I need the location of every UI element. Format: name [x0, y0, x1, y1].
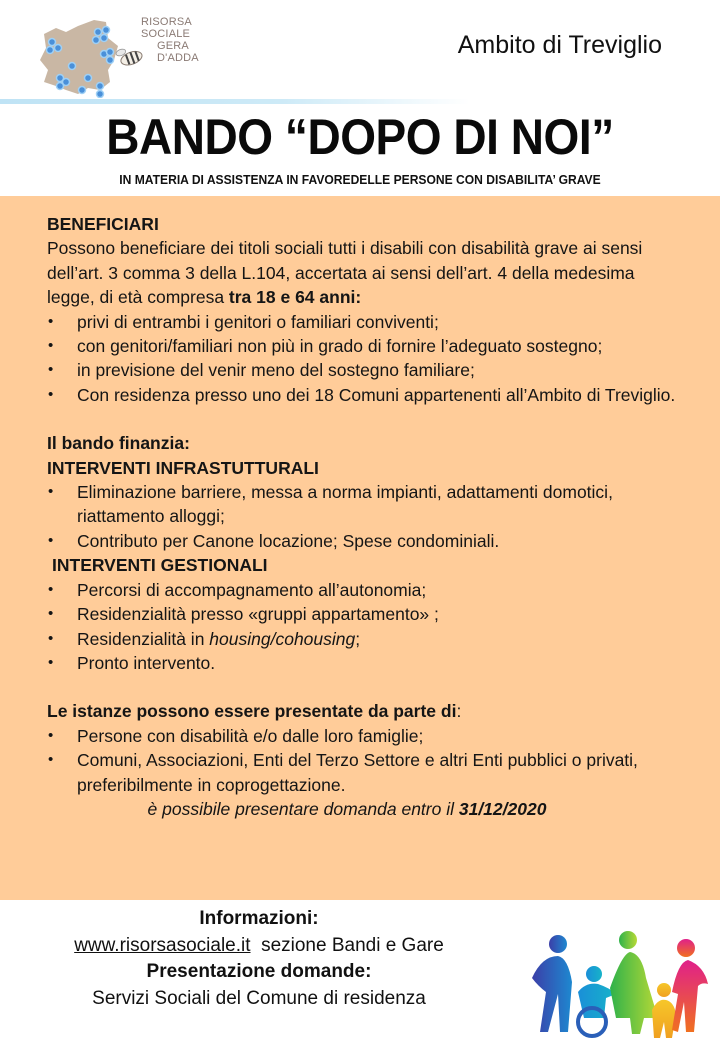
gestionali-list	[47, 578, 687, 676]
family-wheelchair-icon	[512, 922, 712, 1040]
footer-info	[0, 906, 518, 1012]
logo-text	[141, 16, 216, 64]
deadline-date: 31/12/2020	[458, 798, 547, 819]
risorsa-sociale-logo	[36, 12, 216, 98]
page-subtitle: IN MATERIA DI ASSISTENZA IN FAVOREDELLE PERSONE CON DISABILITA’ GRAVE	[119, 172, 601, 187]
info-heading: Informazioni:	[199, 908, 319, 929]
beneficiari-intro-text: Possono beneficiare dei titoli sociali tutti i disabili con disabilità grave ai sensi dell’art. 3 comma 3 della L.104, accertata ai sensi dell’art. 4 della medesima legge, di età compresa	[47, 238, 643, 308]
ambito-label: Ambito di Treviglio	[457, 31, 662, 59]
housing-term: housing/cohousing	[209, 628, 356, 649]
istanze-heading-text: Le istanze possono essere presentate da parte di	[47, 701, 457, 722]
list-item: • Con residenza presso uno dei 18 Comuni appartenenti all’Ambito di Treviglio.	[47, 383, 687, 407]
infrastrutturali-list	[47, 480, 687, 553]
list-item: • Comuni, Associazioni, Enti del Terzo Settore e altri Enti pubblici o privati, preferibilmente in coprogettazione.	[47, 748, 687, 797]
list-item: • Persone con disabilità e/o dalle loro famiglie;	[47, 724, 687, 748]
list-item: • Pronto intervento.	[47, 651, 687, 675]
header-divider	[0, 99, 470, 104]
deadline-text: è possibile presentare domanda entro il	[147, 798, 459, 819]
hexagon-map-bee-icon	[36, 12, 146, 98]
website-link[interactable]: www.risorsasociale.it	[74, 934, 251, 956]
finanzia-heading: Il bando finanzia:	[47, 433, 190, 454]
beneficiari-list	[47, 310, 687, 408]
list-item: • in previsione del venir meno del sostegno familiare;	[47, 358, 687, 382]
list-item	[47, 627, 687, 651]
list-item: • privi di entrambi i genitori o familiari conviventi;	[47, 310, 687, 334]
website-link-suffix: sezione Bandi e Gare	[250, 934, 444, 956]
list-item-text: Residenzialità in	[77, 628, 210, 649]
domande-heading: Presentazione domande:	[146, 961, 372, 982]
family-illustration	[512, 922, 712, 1040]
main-content	[47, 212, 687, 821]
istanze-heading	[47, 699, 687, 723]
info-link-line	[0, 933, 518, 960]
list-item: • con genitori/familiari non più in grado di fornire l’adeguato sostegno;	[47, 334, 687, 358]
list-item: • Contributo per Canone locazione; Spese condominiali.	[47, 529, 687, 553]
age-range: tra 18 e 64 anni:	[228, 287, 362, 308]
list-item: • Residenzialità presso «gruppi appartamento» ;	[47, 602, 687, 626]
logo-line-2: GERA D'ADDA	[157, 40, 199, 64]
infrastrutturali-heading: INTERVENTI INFRASTUTTURALI	[47, 457, 319, 478]
page-title: BANDO “DOPO DI NOI”	[106, 109, 614, 165]
beneficiari-intro	[47, 236, 687, 309]
deadline-note	[47, 797, 687, 821]
list-item: • Percorsi di accompagnamento all’autonomia;	[47, 578, 687, 602]
beneficiari-heading: BENEFICIARI	[47, 214, 159, 234]
list-item: • Eliminazione barriere, messa a norma impianti, adattamenti domotici, riattamento alloggi;	[47, 480, 687, 529]
list-item-suffix: ;	[355, 628, 361, 649]
gestionali-heading: INTERVENTI GESTIONALI	[52, 555, 268, 576]
logo-line-1: RISORSA SOCIALE	[141, 16, 192, 40]
istanze-heading-colon: :	[456, 701, 462, 722]
istanze-list	[47, 724, 687, 797]
domande-text: Servizi Sociali del Comune di residenza	[92, 987, 426, 1009]
